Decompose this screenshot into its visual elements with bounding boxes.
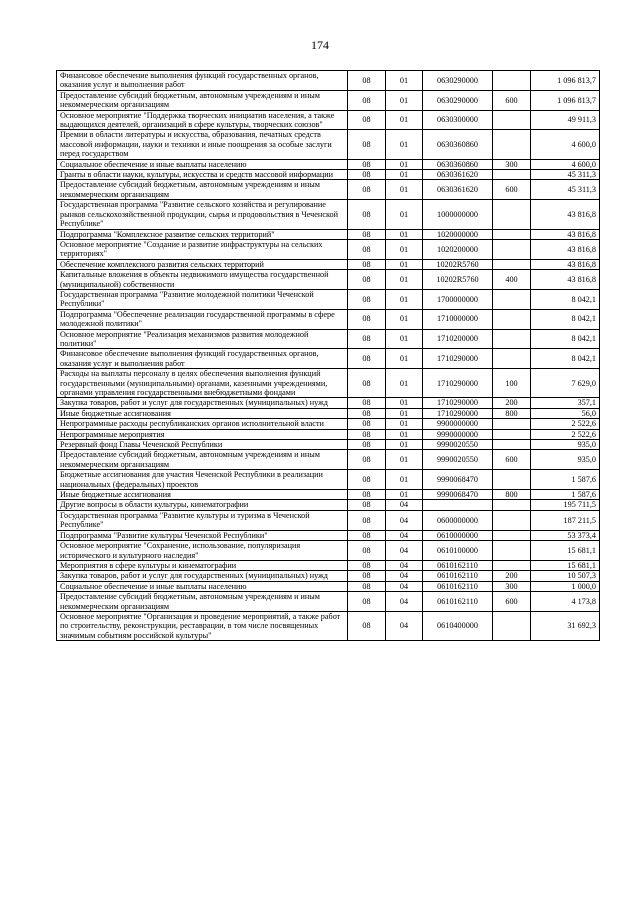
cell-amount: 43 816,8 xyxy=(531,200,600,229)
cell-subsection: 01 xyxy=(386,349,423,369)
cell-target-article: 0610162110 xyxy=(423,571,493,581)
cell-expense-type xyxy=(493,611,531,640)
cell-section: 08 xyxy=(348,408,386,418)
cell-target-article: 0600000000 xyxy=(423,510,493,530)
cell-subsection: 01 xyxy=(386,490,423,500)
table-row xyxy=(57,110,600,130)
cell-amount: 8 042,1 xyxy=(531,309,600,329)
cell-section: 08 xyxy=(348,329,386,349)
table-row xyxy=(57,419,600,429)
table-row xyxy=(57,592,600,612)
cell-subsection: 04 xyxy=(386,592,423,612)
cell-amount: 8 042,1 xyxy=(531,349,600,369)
cell-expense-type: 600 xyxy=(493,592,531,612)
cell-expense-type xyxy=(493,130,531,159)
cell-amount: 1 587,6 xyxy=(531,490,600,500)
cell-name: Государственная программа "Развитие культуры и туризма в Чеченской Республике" xyxy=(57,510,348,530)
cell-expense-type: 200 xyxy=(493,571,531,581)
cell-expense-type xyxy=(493,470,531,490)
cell-name: Расходы на выплаты персоналу в целях обеспечения выполнения функций государственными (муниципальными) органами, казенными учреждениями, органами управления государственными внебюджетными фондами xyxy=(57,369,348,398)
cell-amount: 45 311,3 xyxy=(531,180,600,200)
cell-target-article: 0610400000 xyxy=(423,611,493,640)
cell-subsection: 01 xyxy=(386,419,423,429)
cell-name: Предоставление субсидий бюджетным, автономным учреждениям и иным некоммерческим организациям xyxy=(57,592,348,612)
cell-section: 08 xyxy=(348,239,386,259)
cell-section: 08 xyxy=(348,530,386,540)
cell-expense-type xyxy=(493,289,531,309)
table-row xyxy=(57,408,600,418)
cell-expense-type xyxy=(493,309,531,329)
cell-target-article: 1700000000 xyxy=(423,289,493,309)
cell-subsection: 04 xyxy=(386,530,423,540)
table-row xyxy=(57,180,600,200)
table-row xyxy=(57,470,600,490)
cell-subsection: 04 xyxy=(386,560,423,570)
cell-section: 08 xyxy=(348,130,386,159)
cell-section: 08 xyxy=(348,289,386,309)
cell-target-article: 1710290000 xyxy=(423,369,493,398)
cell-section: 08 xyxy=(348,560,386,570)
cell-name: Предоставление субсидий бюджетным, автономным учреждениям и иным некоммерческим организациям xyxy=(57,450,348,470)
cell-expense-type: 800 xyxy=(493,490,531,500)
cell-subsection: 01 xyxy=(386,229,423,239)
table-row xyxy=(57,510,600,530)
table-row xyxy=(57,71,600,91)
cell-subsection: 01 xyxy=(386,450,423,470)
cell-name: Гранты в области науки, культуры, искусства и средств массовой информации xyxy=(57,170,348,180)
cell-subsection: 01 xyxy=(386,200,423,229)
cell-section: 08 xyxy=(348,180,386,200)
cell-name: Иные бюджетные ассигнования xyxy=(57,490,348,500)
cell-section: 08 xyxy=(348,500,386,510)
cell-amount: 31 692,3 xyxy=(531,611,600,640)
cell-amount: 43 816,8 xyxy=(531,239,600,259)
cell-subsection: 01 xyxy=(386,71,423,91)
cell-amount: 10 507,3 xyxy=(531,571,600,581)
cell-name: Непрограммные мероприятия xyxy=(57,429,348,439)
cell-expense-type: 300 xyxy=(493,581,531,591)
cell-subsection: 01 xyxy=(386,329,423,349)
cell-name: Иные бюджетные ассигнования xyxy=(57,408,348,418)
cell-target-article: 1710290000 xyxy=(423,349,493,369)
cell-name: Основное мероприятие "Организация и проведение мероприятий, а также работ по строительству, реконструкции, реставрации, в том числе посвященных значимым событиям российской культуры" xyxy=(57,611,348,640)
cell-name: Закупка товаров, работ и услуг для государственных (муниципальных) нужд xyxy=(57,398,348,408)
cell-amount: 7 629,0 xyxy=(531,369,600,398)
cell-subsection: 01 xyxy=(386,309,423,329)
table-row xyxy=(57,90,600,110)
cell-subsection: 01 xyxy=(386,440,423,450)
table-row xyxy=(57,130,600,159)
cell-subsection: 04 xyxy=(386,500,423,510)
cell-target-article: 0630290000 xyxy=(423,90,493,110)
cell-target-article: 1710290000 xyxy=(423,398,493,408)
cell-section: 08 xyxy=(348,510,386,530)
cell-amount: 357,1 xyxy=(531,398,600,408)
cell-name: Подпрограмма "Обеспечение реализации государственной программы в сфере молодежной политики" xyxy=(57,309,348,329)
cell-section: 08 xyxy=(348,571,386,581)
cell-subsection: 01 xyxy=(386,289,423,309)
table-row xyxy=(57,200,600,229)
cell-subsection: 01 xyxy=(386,239,423,259)
cell-target-article: 0610100000 xyxy=(423,541,493,561)
cell-subsection: 01 xyxy=(386,369,423,398)
cell-name: Подпрограмма "Комплексное развитие сельских территорий" xyxy=(57,229,348,239)
table-row xyxy=(57,581,600,591)
cell-target-article: 0630361620 xyxy=(423,180,493,200)
cell-section: 08 xyxy=(348,581,386,591)
table-row xyxy=(57,369,600,398)
table-row xyxy=(57,560,600,570)
table-row xyxy=(57,571,600,581)
cell-section: 08 xyxy=(348,429,386,439)
cell-expense-type xyxy=(493,429,531,439)
cell-amount: 49 911,3 xyxy=(531,110,600,130)
cell-subsection: 04 xyxy=(386,611,423,640)
cell-target-article: 1020200000 xyxy=(423,239,493,259)
table-row xyxy=(57,530,600,540)
cell-expense-type: 400 xyxy=(493,270,531,290)
cell-target-article: 1020000000 xyxy=(423,229,493,239)
cell-section: 08 xyxy=(348,611,386,640)
cell-name: Предоставление субсидий бюджетным, автономным учреждениям и иным некоммерческим организациям xyxy=(57,180,348,200)
cell-target-article: 9900000000 xyxy=(423,419,493,429)
cell-target-article: 0630300000 xyxy=(423,110,493,130)
cell-section: 08 xyxy=(348,159,386,169)
cell-subsection: 01 xyxy=(386,270,423,290)
cell-subsection: 04 xyxy=(386,571,423,581)
cell-subsection: 01 xyxy=(386,408,423,418)
cell-amount: 43 816,8 xyxy=(531,259,600,269)
cell-expense-type xyxy=(493,329,531,349)
cell-amount: 56,0 xyxy=(531,408,600,418)
table-row xyxy=(57,309,600,329)
cell-subsection: 01 xyxy=(386,180,423,200)
cell-target-article: 1710000000 xyxy=(423,309,493,329)
cell-name: Резервный фонд Главы Чеченской Республики xyxy=(57,440,348,450)
cell-section: 08 xyxy=(348,90,386,110)
cell-target-article: 1000000000 xyxy=(423,200,493,229)
cell-target-article: 1710290000 xyxy=(423,408,493,418)
cell-section: 08 xyxy=(348,270,386,290)
cell-amount: 4 600,0 xyxy=(531,130,600,159)
cell-target-article: 0630290000 xyxy=(423,71,493,91)
cell-section: 08 xyxy=(348,398,386,408)
cell-section: 08 xyxy=(348,369,386,398)
cell-section: 08 xyxy=(348,200,386,229)
cell-amount: 15 681,1 xyxy=(531,560,600,570)
cell-amount: 4 600,0 xyxy=(531,159,600,169)
cell-target-article: 0610162110 xyxy=(423,581,493,591)
cell-name: Другие вопросы в области культуры, кинематографии xyxy=(57,500,348,510)
table-row xyxy=(57,429,600,439)
table-row xyxy=(57,270,600,290)
cell-target-article: 0630360860 xyxy=(423,159,493,169)
table-row xyxy=(57,159,600,169)
cell-target-article: 9990068470 xyxy=(423,490,493,500)
cell-expense-type xyxy=(493,71,531,91)
cell-subsection: 01 xyxy=(386,110,423,130)
cell-section: 08 xyxy=(348,592,386,612)
cell-name: Основное мероприятие "Создание и развитие инфраструктуры на сельских территориях" xyxy=(57,239,348,259)
cell-subsection: 01 xyxy=(386,170,423,180)
cell-subsection: 01 xyxy=(386,159,423,169)
cell-name: Предоставление субсидий бюджетным, автономным учреждениям и иным некоммерческим организациям xyxy=(57,90,348,110)
cell-target-article: 1710200000 xyxy=(423,329,493,349)
cell-amount: 187 211,5 xyxy=(531,510,600,530)
cell-section: 08 xyxy=(348,419,386,429)
cell-name: Социальное обеспечение и иные выплаты населению xyxy=(57,159,348,169)
cell-section: 08 xyxy=(348,259,386,269)
cell-section: 08 xyxy=(348,440,386,450)
cell-target-article xyxy=(423,500,493,510)
cell-expense-type: 600 xyxy=(493,90,531,110)
cell-expense-type xyxy=(493,110,531,130)
cell-target-article: 9990068470 xyxy=(423,470,493,490)
cell-expense-type: 600 xyxy=(493,180,531,200)
budget-table xyxy=(56,70,600,641)
cell-amount: 2 522,6 xyxy=(531,419,600,429)
cell-name: Государственная программа "Развитие сельского хозяйства и регулирование рынков сельскохозяйственной продукции, сырья и продовольствия в Чеченской Республике" xyxy=(57,200,348,229)
cell-section: 08 xyxy=(348,490,386,500)
cell-subsection: 01 xyxy=(386,259,423,269)
table-row xyxy=(57,259,600,269)
cell-section: 08 xyxy=(348,71,386,91)
cell-section: 08 xyxy=(348,541,386,561)
table-row xyxy=(57,611,600,640)
cell-name: Основное мероприятие "Поддержка творческих инициатив населения, а также выдающихся деятелей, организаций в сфере культуры, творческих союзов" xyxy=(57,110,348,130)
cell-expense-type xyxy=(493,229,531,239)
cell-target-article: 0630361620 xyxy=(423,170,493,180)
cell-target-article: 9990020550 xyxy=(423,440,493,450)
cell-name: Основное мероприятие "Сохранение, использование, популяризация исторического и культурного наследия" xyxy=(57,541,348,561)
cell-amount: 2 522,6 xyxy=(531,429,600,439)
cell-section: 08 xyxy=(348,450,386,470)
cell-subsection: 04 xyxy=(386,541,423,561)
cell-name: Социальное обеспечение и иные выплаты населению xyxy=(57,581,348,591)
cell-name: Закупка товаров, работ и услуг для государственных (муниципальных) нужд xyxy=(57,571,348,581)
cell-amount: 1 096 813,7 xyxy=(531,90,600,110)
cell-expense-type: 200 xyxy=(493,398,531,408)
cell-name: Основное мероприятие "Реализация механизмов развития молодежной политики" xyxy=(57,329,348,349)
table-row xyxy=(57,440,600,450)
cell-subsection: 01 xyxy=(386,130,423,159)
table-row xyxy=(57,541,600,561)
cell-name: Обеспечение комплексного развития сельских территорий xyxy=(57,259,348,269)
cell-amount: 935,0 xyxy=(531,450,600,470)
cell-subsection: 01 xyxy=(386,398,423,408)
cell-expense-type xyxy=(493,259,531,269)
cell-expense-type xyxy=(493,560,531,570)
page-number: 174 xyxy=(311,38,329,52)
cell-expense-type: 100 xyxy=(493,369,531,398)
cell-amount: 15 681,1 xyxy=(531,541,600,561)
cell-amount: 53 373,4 xyxy=(531,530,600,540)
cell-amount: 8 042,1 xyxy=(531,329,600,349)
cell-amount: 8 042,1 xyxy=(531,289,600,309)
cell-name: Непрограммные расходы республиканских органов исполнительной власти xyxy=(57,419,348,429)
cell-target-article: 10202R5760 xyxy=(423,270,493,290)
cell-target-article: 0630360860 xyxy=(423,130,493,159)
cell-target-article: 9990020550 xyxy=(423,450,493,470)
cell-amount: 195 711,5 xyxy=(531,500,600,510)
cell-subsection: 01 xyxy=(386,90,423,110)
table-row xyxy=(57,289,600,309)
cell-expense-type xyxy=(493,541,531,561)
cell-subsection: 04 xyxy=(386,510,423,530)
cell-amount: 935,0 xyxy=(531,440,600,450)
cell-target-article: 0610162110 xyxy=(423,592,493,612)
cell-expense-type xyxy=(493,170,531,180)
table-row xyxy=(57,170,600,180)
cell-name: Премии в области литературы и искусства, образования, печатных средств массовой информации, науки и техники и иные поощрения за особые заслуги перед государством xyxy=(57,130,348,159)
cell-subsection: 01 xyxy=(386,429,423,439)
cell-expense-type xyxy=(493,200,531,229)
cell-expense-type xyxy=(493,500,531,510)
table-row xyxy=(57,349,600,369)
table-row xyxy=(57,239,600,259)
cell-name: Государственная программа "Развитие молодежной политики Чеченской Республики" xyxy=(57,289,348,309)
cell-name: Подпрограмма "Развитие культуры Чеченской Республики" xyxy=(57,530,348,540)
cell-amount: 45 311,3 xyxy=(531,170,600,180)
cell-section: 08 xyxy=(348,170,386,180)
cell-expense-type: 600 xyxy=(493,450,531,470)
table-row xyxy=(57,490,600,500)
cell-name: Капитальные вложения в объекты недвижимого имущества государственной (муниципальной) собственности xyxy=(57,270,348,290)
cell-section: 08 xyxy=(348,309,386,329)
cell-expense-type xyxy=(493,419,531,429)
cell-target-article: 10202R5760 xyxy=(423,259,493,269)
cell-expense-type xyxy=(493,510,531,530)
cell-amount: 1 096 813,7 xyxy=(531,71,600,91)
cell-section: 08 xyxy=(348,110,386,130)
cell-expense-type xyxy=(493,239,531,259)
table-row xyxy=(57,329,600,349)
cell-target-article: 0610000000 xyxy=(423,530,493,540)
cell-target-article: 0610162110 xyxy=(423,560,493,570)
cell-expense-type: 300 xyxy=(493,159,531,169)
table-row xyxy=(57,229,600,239)
cell-amount: 4 173,8 xyxy=(531,592,600,612)
cell-expense-type xyxy=(493,349,531,369)
cell-name: Мероприятия в сфере культуры и кинематографии xyxy=(57,560,348,570)
table-row xyxy=(57,500,600,510)
cell-subsection: 04 xyxy=(386,581,423,591)
cell-subsection: 01 xyxy=(386,470,423,490)
cell-target-article: 9990000000 xyxy=(423,429,493,439)
cell-amount: 1 587,6 xyxy=(531,470,600,490)
cell-name: Бюджетные ассигнования для участия Чеченской Республики в реализации национальных (федеральных) проектов xyxy=(57,470,348,490)
cell-amount: 43 816,8 xyxy=(531,229,600,239)
cell-expense-type xyxy=(493,440,531,450)
cell-amount: 1 000,0 xyxy=(531,581,600,591)
cell-section: 08 xyxy=(348,229,386,239)
table-row xyxy=(57,450,600,470)
cell-section: 08 xyxy=(348,349,386,369)
cell-expense-type: 800 xyxy=(493,408,531,418)
cell-name: Финансовое обеспечение выполнения функций государственных органов, оказания услуг и выполнения работ xyxy=(57,349,348,369)
cell-amount: 43 816,8 xyxy=(531,270,600,290)
cell-name: Финансовое обеспечение выполнения функций государственных органов, оказания услуг и выполнения работ xyxy=(57,71,348,91)
cell-expense-type xyxy=(493,530,531,540)
cell-section: 08 xyxy=(348,470,386,490)
table-row xyxy=(57,398,600,408)
